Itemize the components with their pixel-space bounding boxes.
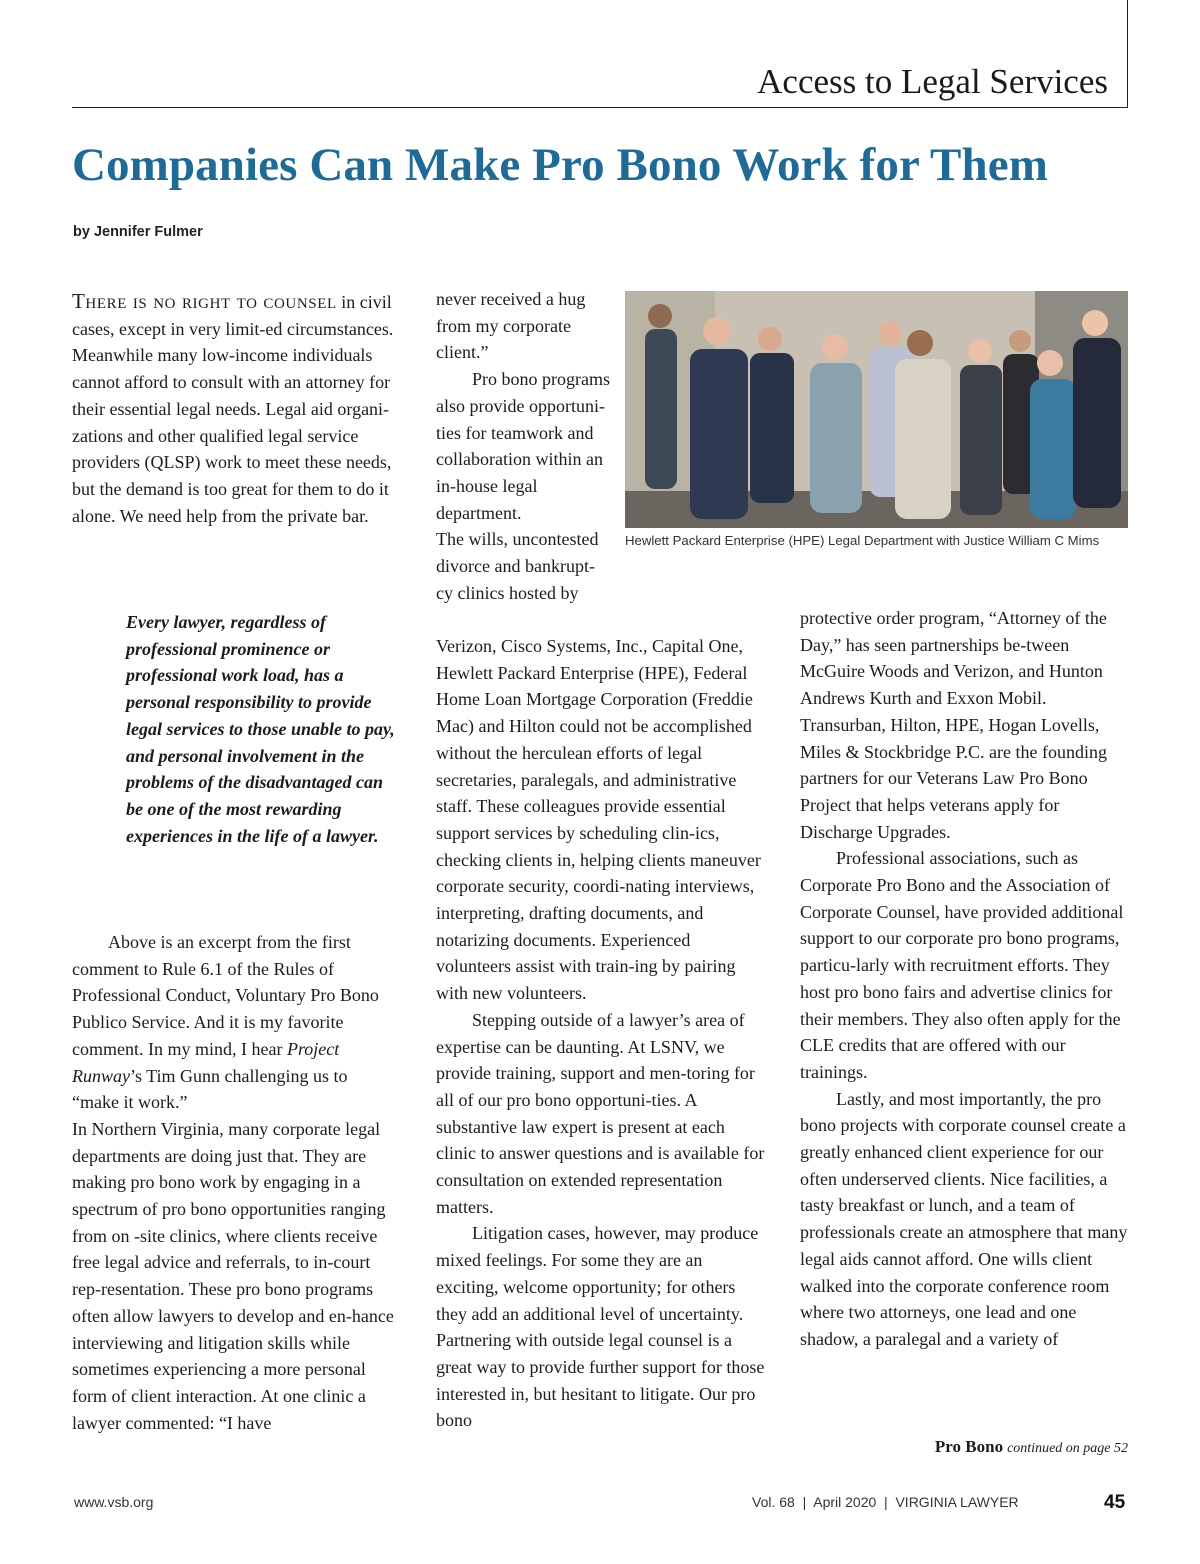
group-photo-illustration bbox=[625, 291, 1128, 528]
paragraph-sponsors: Verizon, Cisco Systems, Inc., Capital One, Hewlett Packard Enterprise (HPE), Federal Home Loan Mortgage Corporation (Freddie Mac) and Hilton could not be accomplished without the herculean efforts of legal secretaries, paralegals, and administrative staff. These colleagues provide essential support services by scheduling clin-ics, checking clients in, helping clients maneuver corporate security, coordi-nating interviews, interpreting, drafting documents, and notarizing documents. Experienced volunteers assist with train-ing by pairing with new volunteers. bbox=[436, 636, 761, 1004]
para-text: Above is an excerpt from the first comment to Rule 6.1 of the Rules of Professional Conduct, Voluntary Pro Bono Publico Service. And it is my favorite comment. In my mind, I hear bbox=[72, 932, 379, 1059]
byline: by Jennifer Fulmer bbox=[73, 224, 203, 240]
column-2-wide bbox=[436, 633, 766, 1434]
section-title: Access to Legal Services bbox=[757, 62, 1108, 101]
header-rule bbox=[72, 107, 1128, 108]
lead-small-caps: There is no right to counsel bbox=[72, 289, 337, 313]
column-3 bbox=[800, 605, 1130, 1353]
lead-text: in civil cases, except in very limit-ed circumstances. Meanwhile many low-income individuals cannot afford to consult with an attorney for their essential legal needs. Legal aid organi-zations and other qualified legal service providers (QLSP) work to meet these needs, but the demand is too great for them to do it alone. We need help from the private bar. bbox=[72, 292, 394, 526]
para-text: ’s Tim Gunn challenging us to “make it work.” bbox=[72, 1065, 348, 1113]
photo-caption: Hewlett Packard Enterprise (HPE) Legal Department with Justice William C Mims bbox=[625, 533, 1100, 548]
pull-quote: Every lawyer, regardless of professional prominence or professional work load, has a personal responsibility to provide legal services to those unable to pay, and personal involvement in the problems of the disadvantaged can be one of the most rewarding experiences in the life of a lawyer. bbox=[126, 612, 395, 846]
paragraph-lsnv: Stepping outside of a lawyer’s area of expertise can be daunting. At LSNV, we provide training, support and men-toring for all of our pro bono opportuni-ties. A substantive law expert is present at each clinic to answer questions and is available for consultation on extended representation matters. bbox=[436, 1009, 765, 1217]
article-headline: Companies Can Make Pro Bono Work for Them bbox=[72, 139, 1048, 191]
footer-issue: Vol. 68 | April 2020 | VIRGINIA LAWYER bbox=[752, 1494, 1019, 1510]
continued-text: continued on page 52 bbox=[1007, 1441, 1128, 1456]
paragraph-hug: never received a hug from my corporate client.” bbox=[436, 289, 586, 363]
paragraph-client-experience: Lastly, and most importantly, the pro bono projects with corporate counsel create a greatly enhanced client experience for our often underserved clients. Nice facilities, a tasty breakfast or lunch, and a team of professionals create an atmosphere that many legal aids cannot afford. One wills client walked into the corporate conference room where two attorneys, one lead and one shadow, a paralegal and a variety of bbox=[800, 1088, 1128, 1349]
paragraph-protective-order: protective order program, “Attorney of the Day,” has seen partnerships be-tween McGuire Woods and Verizon, and Hunton Andrews Kurth and Exxon Mobil. Transurban, Hilton, HPE, Hogan Lovells, Miles & Stockbridge P.C. are the founding partners for our Veterans Law Pro Bono Project that helps veterans apply for Discharge Upgrades. bbox=[800, 608, 1107, 842]
footer-website: www.vsb.org bbox=[74, 1494, 154, 1510]
paragraph-litigation: Litigation cases, however, may produce mixed feelings. For some they are an exciting, welcome opportunity; for others they add an additional level of uncertainty. Partnering with outside legal counsel is a great way to provide further support for those interested in, but hesitant to litigate. Our pro bono bbox=[436, 1223, 765, 1431]
paragraph-northern-virginia: In Northern Virginia, many corporate legal departments are doing just that. They are making pro bono work by engaging in a spectrum of pro bono opportunities ranging from on -site clinics, where clients receive free legal advice and referrals, to in-court rep-resentation. These pro bono programs often allow lawyers to develop and en-hance interviewing and litigation skills while sometimes experiencing a more personal form of client interaction. At one clinic a lawyer commented: “I have bbox=[72, 1118, 394, 1433]
page-number: 45 bbox=[1104, 1492, 1126, 1513]
lead-paragraph bbox=[72, 288, 397, 529]
continued-label: Pro Bono bbox=[934, 1437, 1004, 1456]
column-1 bbox=[72, 288, 397, 529]
column-1-lower bbox=[72, 929, 397, 1436]
paragraph-teamwork: Pro bono programs also provide opportuni-ties for teamwork and collaboration within an in-house legal department. bbox=[436, 369, 610, 523]
paragraph-clinics: The wills, uncontested divorce and bankrupt-cy clinics hosted by bbox=[436, 529, 599, 603]
group-photo bbox=[625, 291, 1128, 528]
paragraph-associations: Professional associations, such as Corporate Pro Bono and the Association of Corporate Counsel, have provided additional support to our corporate pro bono programs, particu-larly with recruitment efforts. They host pro bono fairs and advertise clinics for their members. They also often apply for the CLE credits that are offered with our trainings. bbox=[800, 848, 1124, 1082]
paragraph-rule-excerpt bbox=[72, 929, 397, 1116]
column-2-narrow bbox=[436, 286, 611, 606]
header-vertical-rule bbox=[1127, 0, 1128, 108]
show-title: Project Runway bbox=[72, 1038, 340, 1086]
continued-note bbox=[935, 1437, 1128, 1457]
